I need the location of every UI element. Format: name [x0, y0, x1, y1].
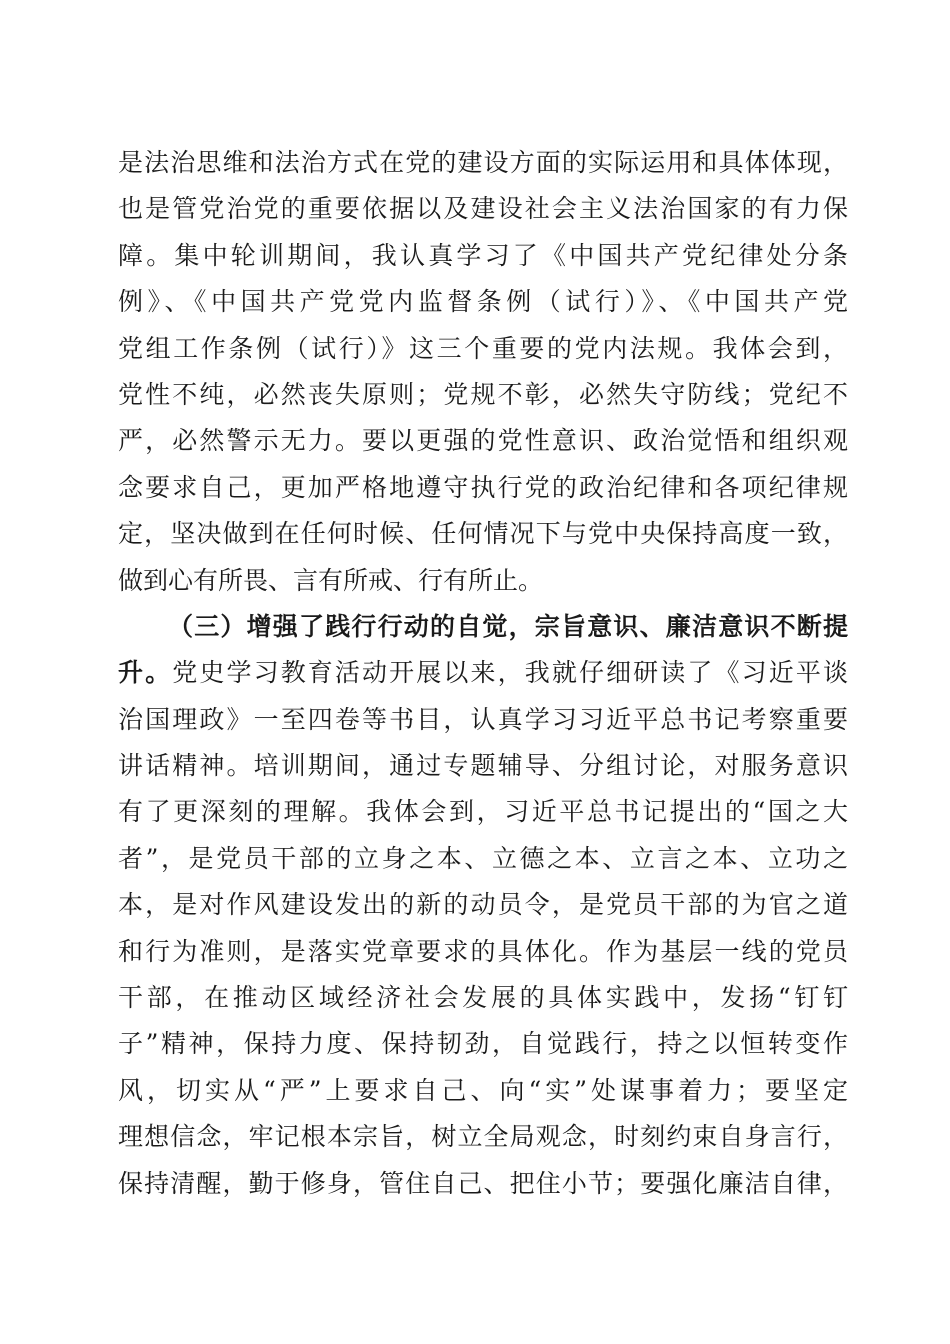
paragraph-line: 讲话精神。培训期间，通过专题辅导、分组讨论，对服务意识 [118, 751, 848, 781]
section-heading: （三）增强了践行行动的自觉，宗旨意识、廉洁意识不断提 [168, 611, 848, 641]
paragraph-line: 干部，在推动区域经济社会发展的具体实践中，发扬“钉钉 [118, 983, 848, 1013]
paragraph-line: 党性不纯，必然丧失原则；党规不彰，必然失守防线；党纪不 [118, 379, 848, 409]
paragraph-line: 念要求自己，更加严格地遵守执行党的政治纪律和各项纪律规 [118, 472, 848, 502]
paragraph-2 [118, 604, 848, 1207]
section-heading-tail: 升。 [118, 658, 173, 688]
paragraph-line: 本，是对作风建设发出的新的动员令，是党员干部的为官之道 [118, 890, 848, 920]
paragraph-line: 严，必然警示无力。要以更强的党性意识、政治觉悟和组织观 [118, 426, 848, 456]
paragraph-line: 风，切实从“严”上要求自己、向“实”处谋事着力；要坚定 [118, 1075, 848, 1105]
paragraph-line: 者”，是党员干部的立身之本、立德之本、立言之本、立功之 [118, 843, 848, 873]
paragraph-line: 做到心有所畏、言有所戒、行有所止。 [118, 565, 544, 595]
paragraph-line: 是法治思维和法治方式在党的建设方面的实际运用和具体体现， [118, 148, 848, 177]
paragraph-1 [118, 140, 848, 604]
paragraph-line: 有了更深刻的理解。我体会到，习近平总书记提出的“国之大 [118, 797, 848, 827]
paragraph-line: 子”精神，保持力度、保持韧劲，自觉践行，持之以恒转变作 [118, 1029, 848, 1059]
paragraph-line: 例》、《中国共产党党内监督条例（试行）》、《中国共产党 [118, 287, 848, 317]
paragraph-line: 和行为准则，是落实党章要求的具体化。作为基层一线的党员 [118, 936, 848, 966]
document-body [118, 140, 848, 1207]
paragraph-line: 定，坚决做到在任何时候、任何情况下与党中央保持高度一致， [118, 519, 848, 549]
paragraph-line: 保持清醒，勤于修身，管住自己、把住小节；要强化廉洁自律， [118, 1168, 848, 1198]
paragraph-line-rest: 党史学习教育活动开展以来，我就仔细研读了《习近平谈 [172, 658, 848, 688]
paragraph-line: 也是管党治党的重要依据以及建设社会主义法治国家的有力保 [118, 194, 848, 224]
paragraph-line: 理想信念，牢记根本宗旨，树立全局观念，时刻约束自身言行， [118, 1122, 848, 1152]
paragraph-line [118, 650, 848, 696]
paragraph-line: 障。集中轮训期间，我认真学习了《中国共产党纪律处分条 [118, 240, 848, 270]
paragraph-line: 治国理政》一至四卷等书目，认真学习习近平总书记考察重要 [118, 704, 848, 734]
paragraph-line: 党组工作条例（试行）》这三个重要的党内法规。我体会到， [118, 333, 848, 363]
